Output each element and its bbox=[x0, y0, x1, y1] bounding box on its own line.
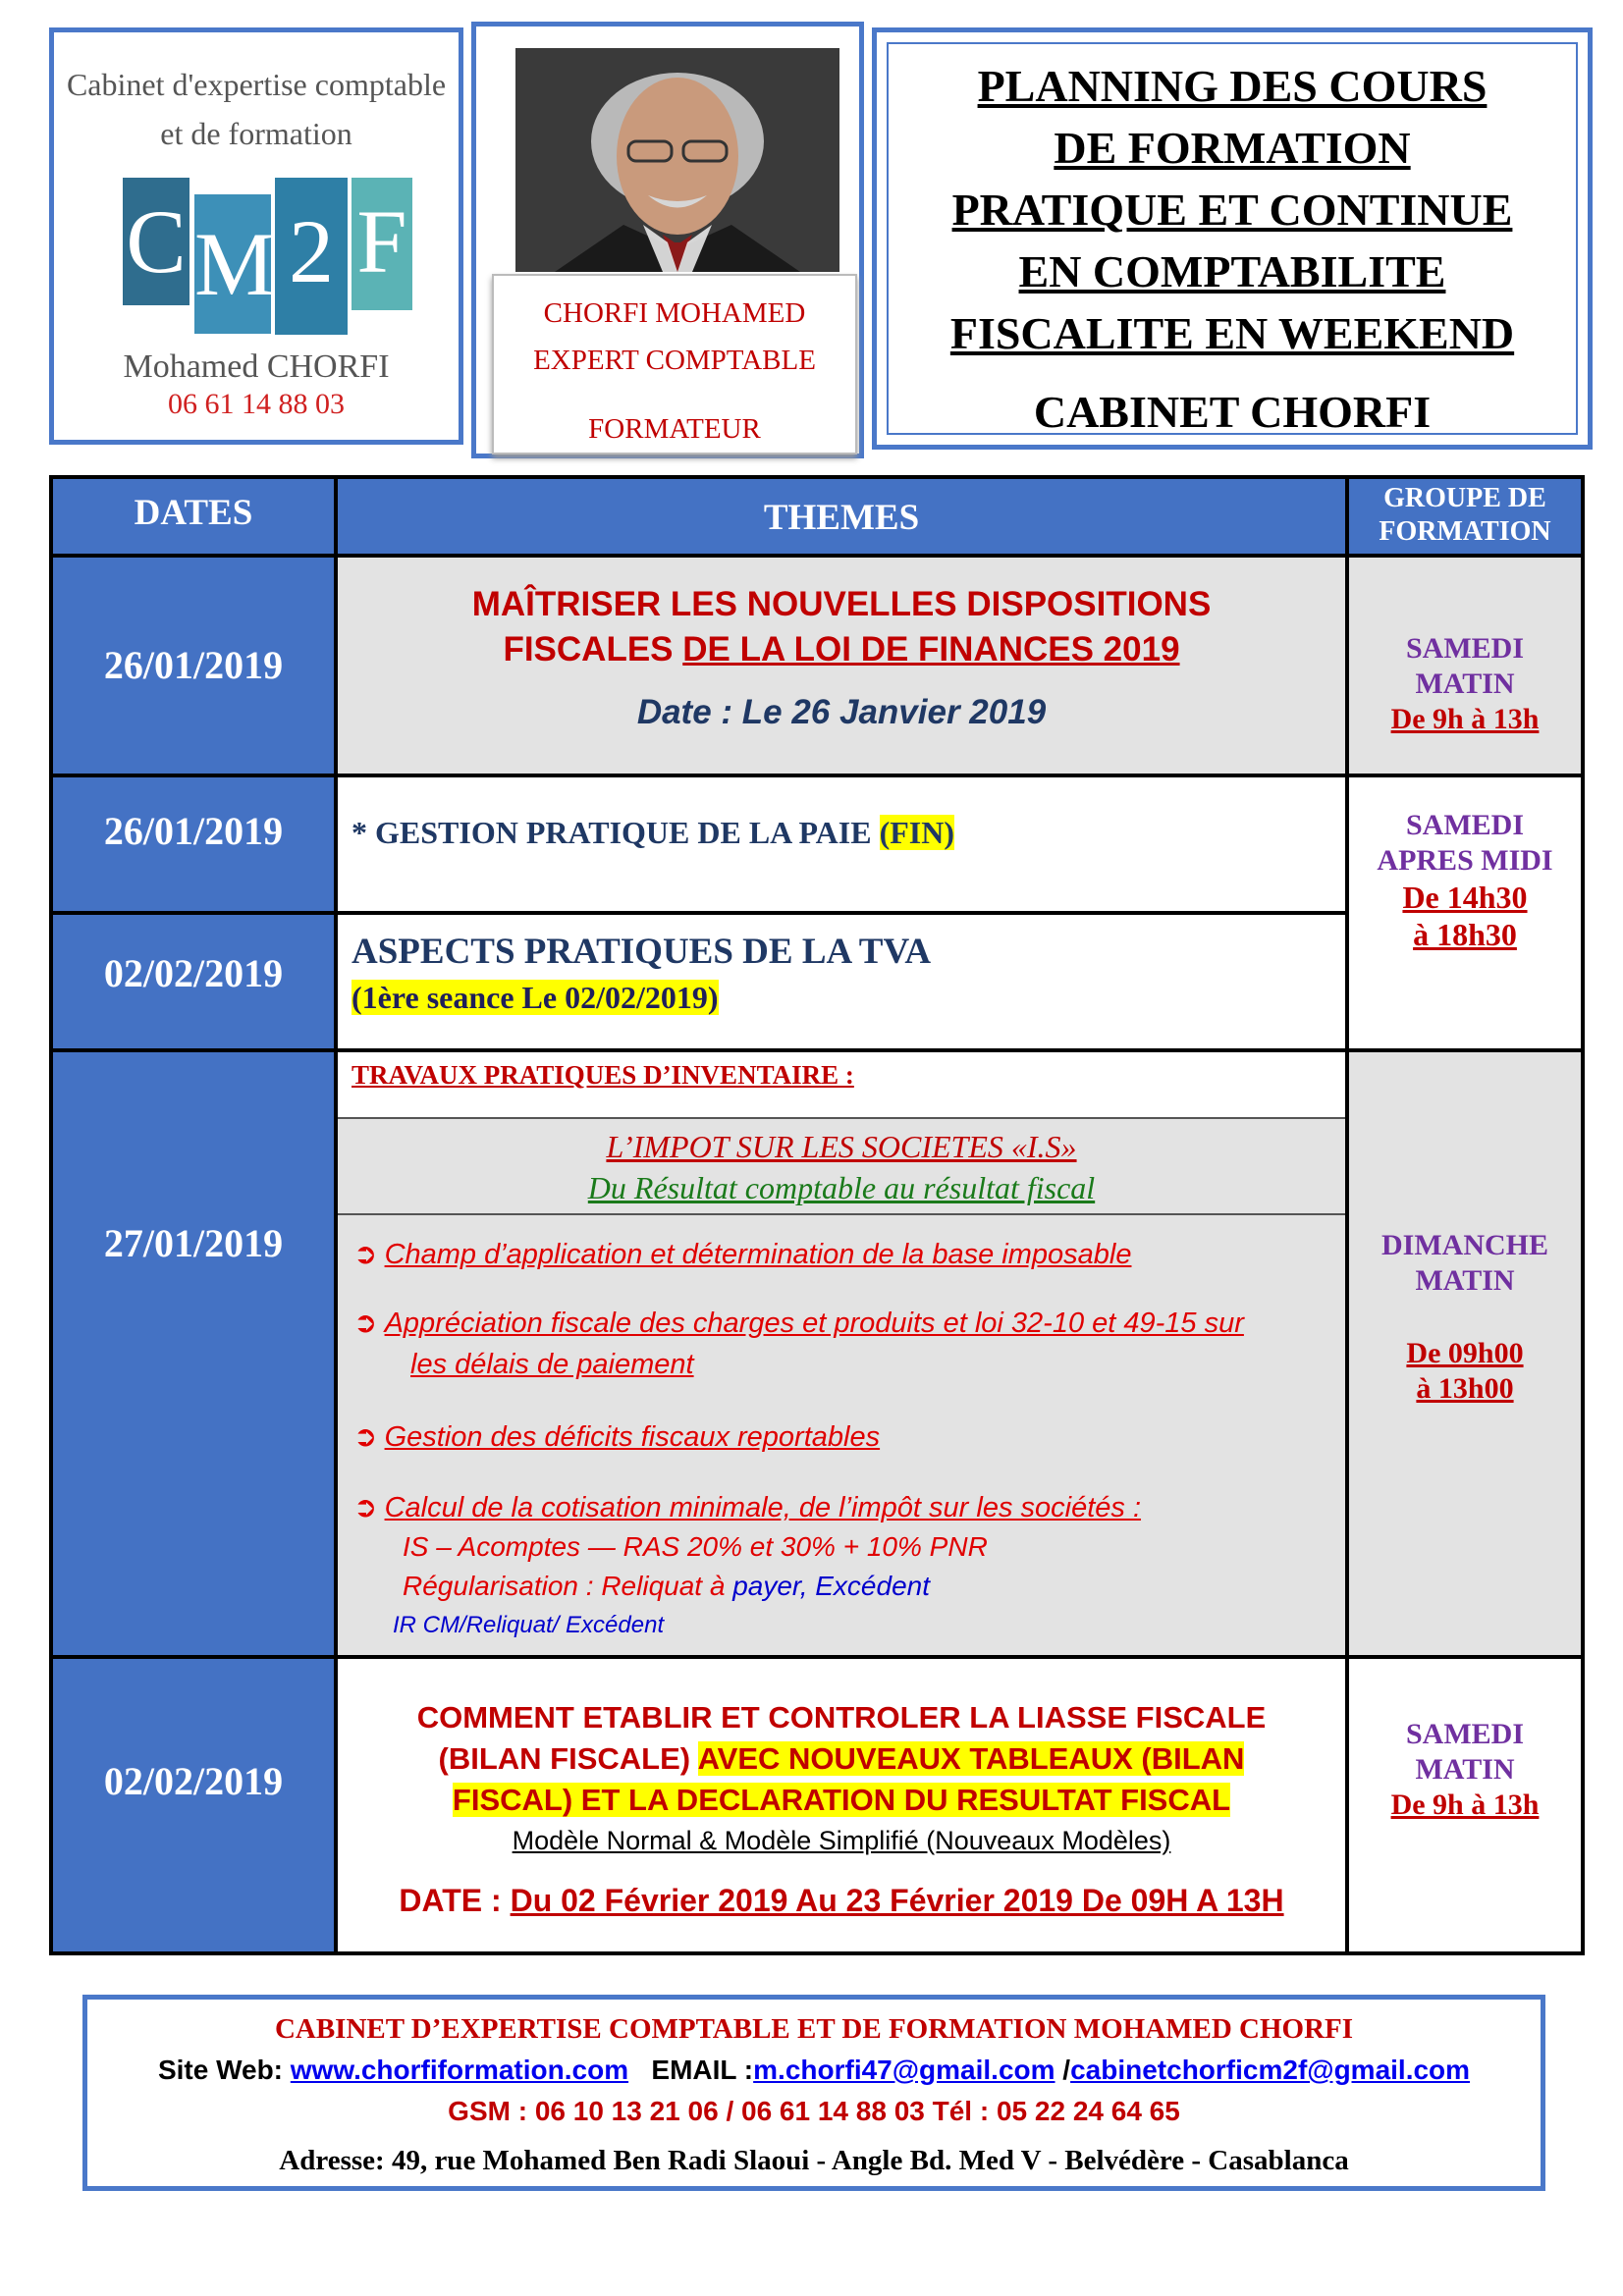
logo-line-2: et de formation bbox=[160, 116, 352, 151]
row5-line-2 bbox=[338, 1741, 1345, 1777]
row4-group-hours-1: De 09h00 bbox=[1406, 1337, 1524, 1369]
footer-contacts bbox=[87, 2055, 1541, 2086]
row1-theme-line-2b: DE LA LOI DE FINANCES 2019 bbox=[682, 630, 1180, 668]
row23-group bbox=[1349, 777, 1581, 1052]
logo-letter-f: F bbox=[352, 178, 412, 310]
row2-theme-tag: (FIN) bbox=[879, 815, 954, 850]
row4-header-band bbox=[338, 1052, 1345, 1119]
row1-date: 26/01/2019 bbox=[53, 558, 338, 777]
row4-bullet-1-text: Champ d’application et détermination de la base imposable bbox=[384, 1239, 1132, 1270]
row4-group-day: DIMANCHE bbox=[1381, 1229, 1548, 1261]
email-link-1[interactable]: m.chorfi47@gmail.com bbox=[753, 2055, 1055, 2085]
title-line-1: PLANNING DES COURS bbox=[977, 61, 1488, 111]
row1-theme-line-2 bbox=[338, 630, 1345, 669]
row23-group-hours-1: De 14h30 bbox=[1402, 880, 1528, 915]
row4-bullet-1 bbox=[353, 1237, 1131, 1271]
footer-email-label: EMAIL : bbox=[628, 2055, 754, 2085]
row1-group-period: MATIN bbox=[1415, 667, 1515, 700]
row3-theme bbox=[338, 915, 1349, 1052]
logo-line-1: Cabinet d'expertise comptable bbox=[66, 67, 447, 102]
row5-date-text: Du 02 Février 2019 Au 23 Février 2019 De 09H A 13H bbox=[510, 1883, 1284, 1918]
row5-date: 02/02/2019 bbox=[53, 1659, 338, 1951]
row5-group-day: SAMEDI bbox=[1405, 1718, 1524, 1750]
header-groupe-line-2: FORMATION bbox=[1379, 516, 1551, 547]
row4-bullet-2-text: Appréciation fiscale des charges et produits et loi 32-10 et 49-15 sur bbox=[384, 1308, 1244, 1339]
trainer-portrait-icon bbox=[515, 48, 839, 272]
header-groupe-line-1: GROUPE DE bbox=[1383, 483, 1546, 513]
row4-bullet-3-text: Gestion des déficits fiscaux reportables bbox=[384, 1421, 881, 1453]
title-line-4: EN COMPTABILITE bbox=[1018, 246, 1446, 296]
title-line-5: FISCALITE EN WEEKEND bbox=[949, 308, 1515, 358]
schedule-table bbox=[49, 475, 1585, 1955]
row1-group-day: SAMEDI bbox=[1405, 632, 1524, 665]
row4-date: 27/01/2019 bbox=[53, 1052, 338, 1659]
row1-theme-line-2a: FISCALES bbox=[503, 630, 683, 668]
row4-theme bbox=[338, 1052, 1349, 1659]
row1-group bbox=[1349, 558, 1581, 777]
row23-group-day: SAMEDI bbox=[1405, 809, 1524, 841]
row4-detail-2a: Régularisation : Reliquat à bbox=[403, 1571, 733, 1601]
row1-theme-date: Date : Le 26 Janvier 2019 bbox=[636, 693, 1047, 731]
logo-letter-m: M bbox=[194, 194, 271, 334]
row5-group-hours: De 9h à 13h bbox=[1390, 1789, 1540, 1821]
row4-bullet-4 bbox=[353, 1490, 1141, 1524]
row2-theme bbox=[338, 777, 1349, 915]
logo-box bbox=[49, 27, 463, 445]
trainer-name: CHORFI MOHAMED bbox=[543, 297, 806, 329]
row4-group-hours-2: à 13h00 bbox=[1416, 1372, 1514, 1405]
cabinet-name: CABINET CHORFI bbox=[1033, 387, 1432, 437]
email-link-2[interactable]: cabinetchorficm2f@gmail.com bbox=[1070, 2055, 1471, 2085]
row5-date-line bbox=[338, 1883, 1345, 1919]
trainer-photo bbox=[515, 48, 839, 272]
row1-theme bbox=[338, 558, 1349, 777]
footer-cabinet: CABINET D’EXPERTISE COMPTABLE ET DE FORMATION MOHAMED CHORFI bbox=[274, 2013, 1354, 2045]
row4-is-sub: Du Résultat comptable au résultat fiscal bbox=[587, 1170, 1096, 1205]
header-groupe bbox=[1349, 479, 1581, 558]
arrow-icon: ➲ bbox=[353, 1306, 378, 1339]
row4-bullet-3 bbox=[353, 1419, 880, 1454]
row4-bullets bbox=[338, 1215, 1345, 1655]
header-dates: DATES bbox=[53, 479, 338, 558]
row3-sub bbox=[352, 980, 719, 1016]
logo-letter-2: 2 bbox=[275, 178, 348, 335]
row3-theme-text: ASPECTS PRATIQUES DE LA TVA bbox=[352, 932, 932, 972]
row4-bullet-2 bbox=[353, 1306, 1244, 1340]
logo-name: Mohamed CHORFI bbox=[123, 348, 390, 385]
row1-group-hours: De 9h à 13h bbox=[1390, 703, 1540, 735]
row23-group-period: APRES MIDI bbox=[1377, 844, 1553, 877]
row5-group-period: MATIN bbox=[1415, 1753, 1515, 1786]
row5-group bbox=[1349, 1659, 1581, 1951]
title-inner-frame bbox=[887, 42, 1578, 435]
title-line-2: DE FORMATION bbox=[1054, 123, 1411, 173]
trainer-photo-box bbox=[471, 22, 864, 458]
row4-is-band bbox=[338, 1119, 1345, 1215]
row4-detail-3: IR CM/Reliquat/ Excédent bbox=[393, 1612, 665, 1638]
logo-letter-c: C bbox=[123, 178, 189, 305]
footer-box bbox=[82, 1995, 1545, 2191]
row5-line-4: Modèle Normal & Modèle Simplifié (Nouveaux Modèles) bbox=[512, 1826, 1171, 1855]
arrow-icon: ➲ bbox=[353, 1419, 378, 1453]
footer-phones: GSM : 06 10 13 21 06 / 06 61 14 88 03 Tél : 05 22 24 64 65 bbox=[448, 2096, 1180, 2126]
row2-date: 26/01/2019 bbox=[53, 777, 338, 915]
logo-phone: 06 61 14 88 03 bbox=[168, 388, 345, 420]
row5-line-2a: (BILAN FISCALE) bbox=[438, 1741, 698, 1776]
row4-bullet-4-text: Calcul de la cotisation minimale, de l’impôt sur les sociétés : bbox=[384, 1492, 1142, 1523]
title-line-3: PRATIQUE ET CONTINUE bbox=[951, 185, 1513, 235]
row5-line-3: FISCAL) ET LA DECLARATION DU RESULTAT FISCAL bbox=[452, 1783, 1231, 1817]
row5-date-label: DATE : bbox=[399, 1883, 511, 1918]
arrow-icon: ➲ bbox=[353, 1490, 378, 1523]
row5-line-3-wrap bbox=[338, 1783, 1345, 1818]
row23-group-hours-2: à 18h30 bbox=[1413, 917, 1517, 952]
website-link[interactable]: www.chorfiformation.com bbox=[290, 2055, 629, 2085]
row2-theme-label: * GESTION PRATIQUE DE LA PAIE bbox=[352, 815, 880, 850]
footer-address: Adresse: 49, rue Mohamed Ben Radi Slaoui - Angle Bd. Med V - Belvédère - Casablanca bbox=[279, 2145, 1349, 2176]
arrow-icon: ➲ bbox=[353, 1237, 378, 1270]
row5-line-1: COMMENT ETABLIR ET CONTROLER LA LIASSE FISCALE bbox=[416, 1700, 1267, 1735]
row5-theme bbox=[338, 1659, 1349, 1951]
footer-web-label: Site Web: bbox=[157, 2055, 291, 2085]
row1-theme-line-1: MAÎTRISER LES NOUVELLES DISPOSITIONS bbox=[471, 585, 1212, 623]
row4-detail-2b: payer, Excédent bbox=[732, 1571, 931, 1601]
row4-group bbox=[1349, 1052, 1581, 1659]
row4-detail-1: IS – Acomptes — RAS 20% et 30% + 10% PNR bbox=[403, 1531, 988, 1562]
trainer-caption bbox=[492, 274, 857, 454]
trainer-title: FORMATEUR bbox=[588, 413, 761, 445]
row4-is-title: L’IMPOT SUR LES SOCIETES «I.S» bbox=[606, 1129, 1077, 1164]
row5-line-2b: AVEC NOUVEAUX TABLEAUX (BILAN bbox=[697, 1741, 1245, 1776]
row4-header: TRAVAUX PRATIQUES D’INVENTAIRE : bbox=[352, 1060, 854, 1090]
trainer-role: EXPERT COMPTABLE bbox=[533, 345, 816, 376]
row3-sub-text: (1ère seance Le 02/02/2019) bbox=[352, 980, 719, 1015]
row4-group-period: MATIN bbox=[1415, 1264, 1515, 1297]
row3-date: 02/02/2019 bbox=[53, 915, 338, 1052]
footer-email-sep: / bbox=[1055, 2055, 1071, 2085]
header-themes: THEMES bbox=[338, 479, 1349, 558]
row4-bullet-2-cont: les délais de paiement bbox=[410, 1349, 694, 1380]
row4-detail-2 bbox=[403, 1571, 930, 1603]
title-box bbox=[872, 27, 1593, 450]
row2-theme-text bbox=[352, 815, 954, 851]
